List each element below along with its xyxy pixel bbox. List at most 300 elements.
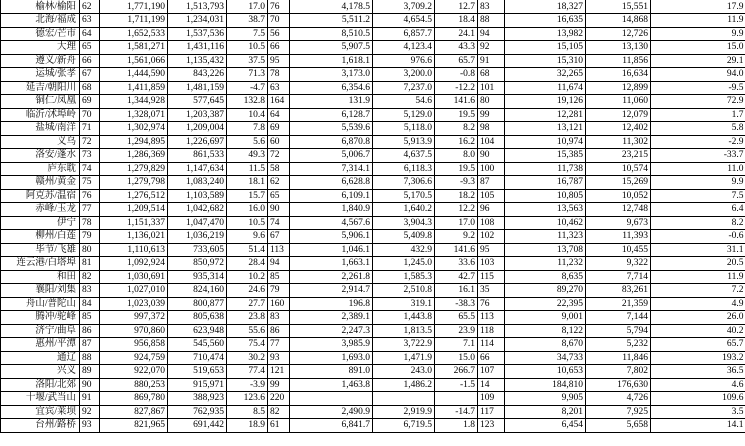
movements-current-cell: 15,385 <box>505 149 586 163</box>
cargo-growth-cell: 266.7 <box>435 365 478 379</box>
passenger-rank-cell: 91 <box>80 392 100 406</box>
movements-rank-cell: 103 <box>478 257 505 271</box>
movements-rank-cell: 94 <box>478 27 505 41</box>
movements-current-cell: 11,323 <box>505 230 586 244</box>
passenger-rank-cell: 89 <box>80 365 100 379</box>
cargo-rank-cell: 60 <box>268 135 290 149</box>
movements-rank-cell: 95 <box>478 243 505 257</box>
airport-name-cell: 宜宾/莱坝 <box>1 405 80 419</box>
movements-growth-cell: 26.0 <box>651 311 745 325</box>
passengers-growth-cell: -3.9 <box>227 378 268 392</box>
passengers-previous-cell: 710,474 <box>168 351 227 365</box>
table-row <box>1 284 745 298</box>
cargo-current-cell: 6,628.8 <box>290 176 373 190</box>
cargo-previous-cell: 1,471.9 <box>373 351 435 365</box>
movements-previous-cell: 12,726 <box>586 27 651 41</box>
movements-growth-cell: 8.2 <box>651 216 745 230</box>
passengers-growth-cell: 8.5 <box>227 405 268 419</box>
airport-name-cell: 济宁/曲阜 <box>1 324 80 338</box>
movements-growth-cell: 31.1 <box>651 243 745 257</box>
movements-previous-cell: 10,455 <box>586 243 651 257</box>
cargo-current-cell <box>290 392 373 406</box>
passenger-rank-cell: 88 <box>80 351 100 365</box>
table-row <box>1 203 745 217</box>
passengers-current-cell: 922,070 <box>100 365 168 379</box>
passengers-current-cell: 1,151,337 <box>100 216 168 230</box>
cargo-rank-cell: 113 <box>268 243 290 257</box>
movements-growth-cell: 6.4 <box>651 203 745 217</box>
movements-current-cell: 6,454 <box>505 419 586 433</box>
passengers-current-cell: 821,965 <box>100 419 168 433</box>
movements-rank-cell: 113 <box>478 311 505 325</box>
passengers-previous-cell: 805,638 <box>168 311 227 325</box>
passengers-current-cell: 827,867 <box>100 405 168 419</box>
passengers-growth-cell: 37.5 <box>227 54 268 68</box>
cargo-current-cell: 6,841.7 <box>290 419 373 433</box>
cargo-rank-cell: 86 <box>268 324 290 338</box>
passengers-current-cell: 1,711,199 <box>100 14 168 28</box>
passengers-current-cell: 1,652,533 <box>100 27 168 41</box>
passengers-growth-cell: 10.5 <box>227 41 268 55</box>
cargo-previous-cell: 1,640.2 <box>373 203 435 217</box>
movements-growth-cell: 15.0 <box>651 41 745 55</box>
cargo-growth-cell: 12.7 <box>435 0 478 14</box>
cargo-previous-cell: 3,722.9 <box>373 338 435 352</box>
cargo-current-cell: 1,618.1 <box>290 54 373 68</box>
movements-previous-cell: 5,794 <box>586 324 651 338</box>
table-row <box>1 41 745 55</box>
passenger-rank-cell: 87 <box>80 338 100 352</box>
movements-rank-cell: 108 <box>478 216 505 230</box>
cargo-growth-cell: -0.8 <box>435 68 478 82</box>
cargo-rank-cell: 78 <box>268 68 290 82</box>
passengers-growth-cell: 123.6 <box>227 392 268 406</box>
cargo-rank-cell: 62 <box>268 176 290 190</box>
cargo-previous-cell: 3,200.0 <box>373 68 435 82</box>
airport-name-cell: 赤峰/玉龙 <box>1 203 80 217</box>
cargo-growth-cell: 16.1 <box>435 284 478 298</box>
movements-growth-cell: 20.5 <box>651 257 745 271</box>
movements-growth-cell: 109.6 <box>651 392 745 406</box>
table-row <box>1 405 745 419</box>
passengers-growth-cell: 18.1 <box>227 176 268 190</box>
movements-growth-cell: 3.5 <box>651 405 745 419</box>
table-row <box>1 122 745 136</box>
passengers-previous-cell: 1,431,116 <box>168 41 227 55</box>
cargo-growth-cell: 8.0 <box>435 149 478 163</box>
passengers-previous-cell: 388,923 <box>168 392 227 406</box>
passengers-current-cell: 1,444,590 <box>100 68 168 82</box>
cargo-previous-cell: 6,118.3 <box>373 162 435 176</box>
airport-name-cell: 通辽 <box>1 351 80 365</box>
table-row <box>1 338 745 352</box>
movements-growth-cell: 193.2 <box>651 351 745 365</box>
movements-current-cell: 16,787 <box>505 176 586 190</box>
table-row <box>1 392 745 406</box>
cargo-rank-cell: 66 <box>268 41 290 55</box>
passengers-previous-cell: 935,314 <box>168 270 227 284</box>
movements-current-cell: 8,201 <box>505 405 586 419</box>
movements-rank-cell: 76 <box>478 297 505 311</box>
cargo-previous-cell: 243.0 <box>373 365 435 379</box>
airport-name-cell: 毕节/飞雄 <box>1 243 80 257</box>
passengers-growth-cell: 77.4 <box>227 365 268 379</box>
airport-name-cell: 洛安/蓬水 <box>1 149 80 163</box>
passengers-current-cell: 1,030,691 <box>100 270 168 284</box>
movements-previous-cell: 5,658 <box>586 419 651 433</box>
passenger-rank-cell: 69 <box>80 95 100 109</box>
airport-name-cell: 临沂/沭埠岭 <box>1 108 80 122</box>
passengers-growth-cell: 7.5 <box>227 27 268 41</box>
passengers-current-cell: 970,860 <box>100 324 168 338</box>
passengers-current-cell: 880,253 <box>100 378 168 392</box>
table-row <box>1 243 745 257</box>
movements-growth-cell: 65.7 <box>651 338 745 352</box>
movements-current-cell: 9,905 <box>505 392 586 406</box>
cargo-growth-cell: 19.5 <box>435 162 478 176</box>
passenger-rank-cell: 72 <box>80 135 100 149</box>
cargo-previous-cell: 1,443.8 <box>373 311 435 325</box>
passengers-previous-cell: 545,560 <box>168 338 227 352</box>
cargo-previous-cell: 1,813.5 <box>373 324 435 338</box>
passengers-growth-cell: 49.3 <box>227 149 268 163</box>
passengers-previous-cell: 1,203,387 <box>168 108 227 122</box>
movements-rank-cell: 123 <box>478 419 505 433</box>
passengers-previous-cell: 1,209,004 <box>168 122 227 136</box>
passengers-growth-cell: 30.2 <box>227 351 268 365</box>
movements-current-cell: 15,105 <box>505 41 586 55</box>
table-row <box>1 351 745 365</box>
movements-rank-cell: 114 <box>478 338 505 352</box>
cargo-current-cell: 2,914.7 <box>290 284 373 298</box>
passenger-rank-cell: 80 <box>80 243 100 257</box>
movements-previous-cell: 10,574 <box>586 162 651 176</box>
passengers-growth-cell: 5.6 <box>227 135 268 149</box>
passengers-growth-cell: 75.4 <box>227 338 268 352</box>
passengers-previous-cell: 762,935 <box>168 405 227 419</box>
movements-previous-cell: 9,322 <box>586 257 651 271</box>
movements-current-cell: 22,395 <box>505 297 586 311</box>
cargo-growth-cell: 19.5 <box>435 108 478 122</box>
movements-previous-cell: 9,673 <box>586 216 651 230</box>
cargo-growth-cell: 65.7 <box>435 54 478 68</box>
passengers-current-cell: 1,302,974 <box>100 122 168 136</box>
airport-name-cell: 庐东耽 <box>1 162 80 176</box>
movements-rank-cell: 66 <box>478 351 505 365</box>
movements-rank-cell: 92 <box>478 41 505 55</box>
passengers-previous-cell: 1,103,589 <box>168 189 227 203</box>
cargo-rank-cell: 63 <box>268 81 290 95</box>
movements-growth-cell: 9.9 <box>651 27 745 41</box>
cargo-growth-cell: 18.4 <box>435 14 478 28</box>
airport-name-cell: 铜仁/凤凰 <box>1 95 80 109</box>
passengers-growth-cell: 17.0 <box>227 0 268 14</box>
cargo-previous-cell: 7,237.0 <box>373 81 435 95</box>
table-row <box>1 81 745 95</box>
cargo-rank-cell: 61 <box>268 419 290 433</box>
cargo-previous-cell: 4,637.5 <box>373 149 435 163</box>
movements-current-cell: 12,281 <box>505 108 586 122</box>
cargo-rank-cell: 64 <box>268 108 290 122</box>
movements-current-cell: 11,738 <box>505 162 586 176</box>
cargo-current-cell: 6,128.7 <box>290 108 373 122</box>
passengers-current-cell: 1,027,010 <box>100 284 168 298</box>
cargo-growth-cell: 1.8 <box>435 419 478 433</box>
movements-rank-cell: 105 <box>478 189 505 203</box>
cargo-rank-cell: 67 <box>268 230 290 244</box>
passengers-previous-cell: 691,442 <box>168 419 227 433</box>
movements-current-cell: 10,462 <box>505 216 586 230</box>
passengers-previous-cell: 843,226 <box>168 68 227 82</box>
cargo-rank-cell: 69 <box>268 122 290 136</box>
passengers-current-cell: 1,286,369 <box>100 149 168 163</box>
cargo-previous-cell: 5,129.0 <box>373 108 435 122</box>
cargo-growth-cell: 65.5 <box>435 311 478 325</box>
movements-previous-cell: 21,359 <box>586 297 651 311</box>
passengers-current-cell: 1,092,924 <box>100 257 168 271</box>
passengers-current-cell: 1,279,829 <box>100 162 168 176</box>
movements-previous-cell: 7,714 <box>586 270 651 284</box>
movements-growth-cell: 11.9 <box>651 270 745 284</box>
movements-rank-cell: 99 <box>478 108 505 122</box>
movements-current-cell: 13,982 <box>505 27 586 41</box>
cargo-previous-cell: 2,919.9 <box>373 405 435 419</box>
cargo-growth-cell: 17.0 <box>435 216 478 230</box>
cargo-current-cell: 5,511.2 <box>290 14 373 28</box>
movements-current-cell: 18,327 <box>505 0 586 14</box>
table-row <box>1 189 745 203</box>
passengers-current-cell: 1,771,190 <box>100 0 168 14</box>
movements-current-cell: 34,733 <box>505 351 586 365</box>
airport-name-cell: 十堰/武当山 <box>1 392 80 406</box>
cargo-growth-cell: 42.7 <box>435 270 478 284</box>
passenger-rank-cell: 93 <box>80 419 100 433</box>
passengers-current-cell: 1,561,066 <box>100 54 168 68</box>
cargo-rank-cell: 164 <box>268 95 290 109</box>
table-row <box>1 311 745 325</box>
cargo-current-cell: 5,906.1 <box>290 230 373 244</box>
passengers-growth-cell: 10.2 <box>227 270 268 284</box>
cargo-growth-cell: -38.3 <box>435 297 478 311</box>
passengers-previous-cell: 915,971 <box>168 378 227 392</box>
cargo-previous-cell: 2,510.8 <box>373 284 435 298</box>
cargo-previous-cell: 5,913.9 <box>373 135 435 149</box>
cargo-previous-cell: 3,709.2 <box>373 0 435 14</box>
cargo-rank-cell: 85 <box>268 270 290 284</box>
airport-name-cell: 舟山/普陀山 <box>1 297 80 311</box>
passenger-rank-cell: 65 <box>80 41 100 55</box>
cargo-previous-cell: 54.6 <box>373 95 435 109</box>
cargo-previous-cell: 432.9 <box>373 243 435 257</box>
passenger-rank-cell: 84 <box>80 297 100 311</box>
passengers-current-cell: 1,279,798 <box>100 176 168 190</box>
passengers-growth-cell: 51.4 <box>227 243 268 257</box>
table-row <box>1 95 745 109</box>
cargo-growth-cell: 8.2 <box>435 122 478 136</box>
airport-name-cell: 惠州/平潭 <box>1 338 80 352</box>
passenger-rank-cell: 83 <box>80 284 100 298</box>
passengers-growth-cell: 55.6 <box>227 324 268 338</box>
cargo-previous-cell: 7,306.6 <box>373 176 435 190</box>
cargo-rank-cell: 99 <box>268 378 290 392</box>
movements-current-cell: 11,232 <box>505 257 586 271</box>
passenger-rank-cell: 76 <box>80 189 100 203</box>
cargo-growth-cell <box>435 392 478 406</box>
table-row <box>1 27 745 41</box>
movements-current-cell: 184,810 <box>505 378 586 392</box>
passengers-previous-cell: 1,481,159 <box>168 81 227 95</box>
cargo-growth-cell: 9.2 <box>435 230 478 244</box>
movements-previous-cell: 11,302 <box>586 135 651 149</box>
movements-rank-cell: 80 <box>478 95 505 109</box>
passengers-current-cell: 997,372 <box>100 311 168 325</box>
movements-previous-cell: 4,726 <box>586 392 651 406</box>
cargo-growth-cell: -14.7 <box>435 405 478 419</box>
airport-name-cell: 盐城/南洋 <box>1 122 80 136</box>
cargo-current-cell: 2,261.8 <box>290 270 373 284</box>
cargo-previous-cell: 1,486.2 <box>373 378 435 392</box>
passengers-growth-cell: 38.7 <box>227 14 268 28</box>
cargo-previous-cell: 5,409.8 <box>373 230 435 244</box>
movements-growth-cell: 1.7 <box>651 108 745 122</box>
cargo-current-cell: 1,840.9 <box>290 203 373 217</box>
passenger-rank-cell: 81 <box>80 257 100 271</box>
movements-growth-cell: 9.9 <box>651 176 745 190</box>
passengers-previous-cell: 1,226,697 <box>168 135 227 149</box>
movements-previous-cell: 12,748 <box>586 203 651 217</box>
cargo-rank-cell: 121 <box>268 365 290 379</box>
movements-rank-cell: 68 <box>478 68 505 82</box>
movements-growth-cell: 11.9 <box>651 14 745 28</box>
passenger-rank-cell: 92 <box>80 405 100 419</box>
table-row <box>1 297 745 311</box>
movements-growth-cell: 94.0 <box>651 68 745 82</box>
table-row <box>1 270 745 284</box>
passengers-growth-cell: 24.6 <box>227 284 268 298</box>
passengers-previous-cell: 519,653 <box>168 365 227 379</box>
movements-current-cell: 89,270 <box>505 284 586 298</box>
cargo-rank-cell: 95 <box>268 54 290 68</box>
cargo-rank-cell: 90 <box>268 203 290 217</box>
passengers-growth-cell: 27.7 <box>227 297 268 311</box>
cargo-previous-cell: 3,904.3 <box>373 216 435 230</box>
passenger-rank-cell: 73 <box>80 149 100 163</box>
passengers-previous-cell: 800,877 <box>168 297 227 311</box>
airport-name-cell: 柳州/白莲 <box>1 230 80 244</box>
movements-current-cell: 19,126 <box>505 95 586 109</box>
cargo-rank-cell: 77 <box>268 338 290 352</box>
movements-previous-cell: 13,130 <box>586 41 651 55</box>
airport-name-cell: 洛阳/北郊 <box>1 378 80 392</box>
passengers-current-cell: 1,276,512 <box>100 189 168 203</box>
passengers-current-cell: 1,023,039 <box>100 297 168 311</box>
movements-rank-cell: 87 <box>478 176 505 190</box>
cargo-previous-cell <box>373 392 435 406</box>
cargo-current-cell: 1,463.8 <box>290 378 373 392</box>
cargo-current-cell: 8,510.5 <box>290 27 373 41</box>
airport-name-cell: 延吉/朝阳川 <box>1 81 80 95</box>
passenger-rank-cell: 85 <box>80 311 100 325</box>
cargo-growth-cell: -9.3 <box>435 176 478 190</box>
cargo-rank-cell: 58 <box>268 162 290 176</box>
passengers-current-cell: 1,209,514 <box>100 203 168 217</box>
movements-current-cell: 11,674 <box>505 81 586 95</box>
passengers-growth-cell: 28.4 <box>227 257 268 271</box>
movements-previous-cell: 5,232 <box>586 338 651 352</box>
passengers-growth-cell: 132.8 <box>227 95 268 109</box>
cargo-current-cell: 131.9 <box>290 95 373 109</box>
cargo-rank-cell: 56 <box>268 27 290 41</box>
cargo-rank-cell: 70 <box>268 14 290 28</box>
passengers-growth-cell: 7.8 <box>227 122 268 136</box>
passengers-growth-cell: 71.3 <box>227 68 268 82</box>
passengers-previous-cell: 1,234,031 <box>168 14 227 28</box>
movements-rank-cell: 35 <box>478 284 505 298</box>
airport-name-cell: 阿克苏/温宿 <box>1 189 80 203</box>
cargo-current-cell: 5,006.7 <box>290 149 373 163</box>
movements-growth-cell: 5.8 <box>651 122 745 136</box>
airport-name-cell: 运城/张孝 <box>1 68 80 82</box>
cargo-current-cell: 5,907.5 <box>290 41 373 55</box>
movements-rank-cell: 115 <box>478 270 505 284</box>
cargo-previous-cell: 4,654.5 <box>373 14 435 28</box>
airport-name-cell: 赣州/黄金 <box>1 176 80 190</box>
cargo-rank-cell: 220 <box>268 392 290 406</box>
table-row <box>1 14 745 28</box>
movements-previous-cell: 10,052 <box>586 189 651 203</box>
cargo-growth-cell: 15.0 <box>435 351 478 365</box>
cargo-current-cell: 6,870.8 <box>290 135 373 149</box>
cargo-rank-cell: 74 <box>268 216 290 230</box>
movements-growth-cell: 40.2 <box>651 324 745 338</box>
movements-rank-cell: 102 <box>478 230 505 244</box>
movements-previous-cell: 7,925 <box>586 405 651 419</box>
movements-rank-cell: 98 <box>478 122 505 136</box>
airport-name-cell: 大理 <box>1 41 80 55</box>
table-row <box>1 324 745 338</box>
movements-previous-cell: 15,269 <box>586 176 651 190</box>
passengers-previous-cell: 1,083,240 <box>168 176 227 190</box>
movements-growth-cell: -2.9 <box>651 135 745 149</box>
table-row <box>1 365 745 379</box>
passengers-growth-cell: 16.0 <box>227 203 268 217</box>
airport-name-cell: 台州/路桥 <box>1 419 80 433</box>
cargo-growth-cell: 23.9 <box>435 324 478 338</box>
cargo-rank-cell: 72 <box>268 149 290 163</box>
passengers-previous-cell: 1,537,536 <box>168 27 227 41</box>
passengers-growth-cell: 9.6 <box>227 230 268 244</box>
table-row <box>1 68 745 82</box>
movements-previous-cell: 23,215 <box>586 149 651 163</box>
cargo-current-cell: 7,314.1 <box>290 162 373 176</box>
movements-previous-cell: 11,060 <box>586 95 651 109</box>
passenger-rank-cell: 68 <box>80 81 100 95</box>
movements-rank-cell: 117 <box>478 405 505 419</box>
passengers-current-cell: 1,110,613 <box>100 243 168 257</box>
table-row <box>1 230 745 244</box>
passengers-current-cell: 1,581,271 <box>100 41 168 55</box>
movements-growth-cell: 7.2 <box>651 284 745 298</box>
cargo-current-cell: 6,109.1 <box>290 189 373 203</box>
movements-current-cell: 9,001 <box>505 311 586 325</box>
passengers-current-cell: 1,328,071 <box>100 108 168 122</box>
passengers-previous-cell: 850,972 <box>168 257 227 271</box>
cargo-growth-cell: 141.6 <box>435 95 478 109</box>
passenger-rank-cell: 63 <box>80 14 100 28</box>
passenger-rank-cell: 86 <box>80 324 100 338</box>
cargo-rank-cell: 76 <box>268 0 290 14</box>
movements-rank-cell: 107 <box>478 365 505 379</box>
